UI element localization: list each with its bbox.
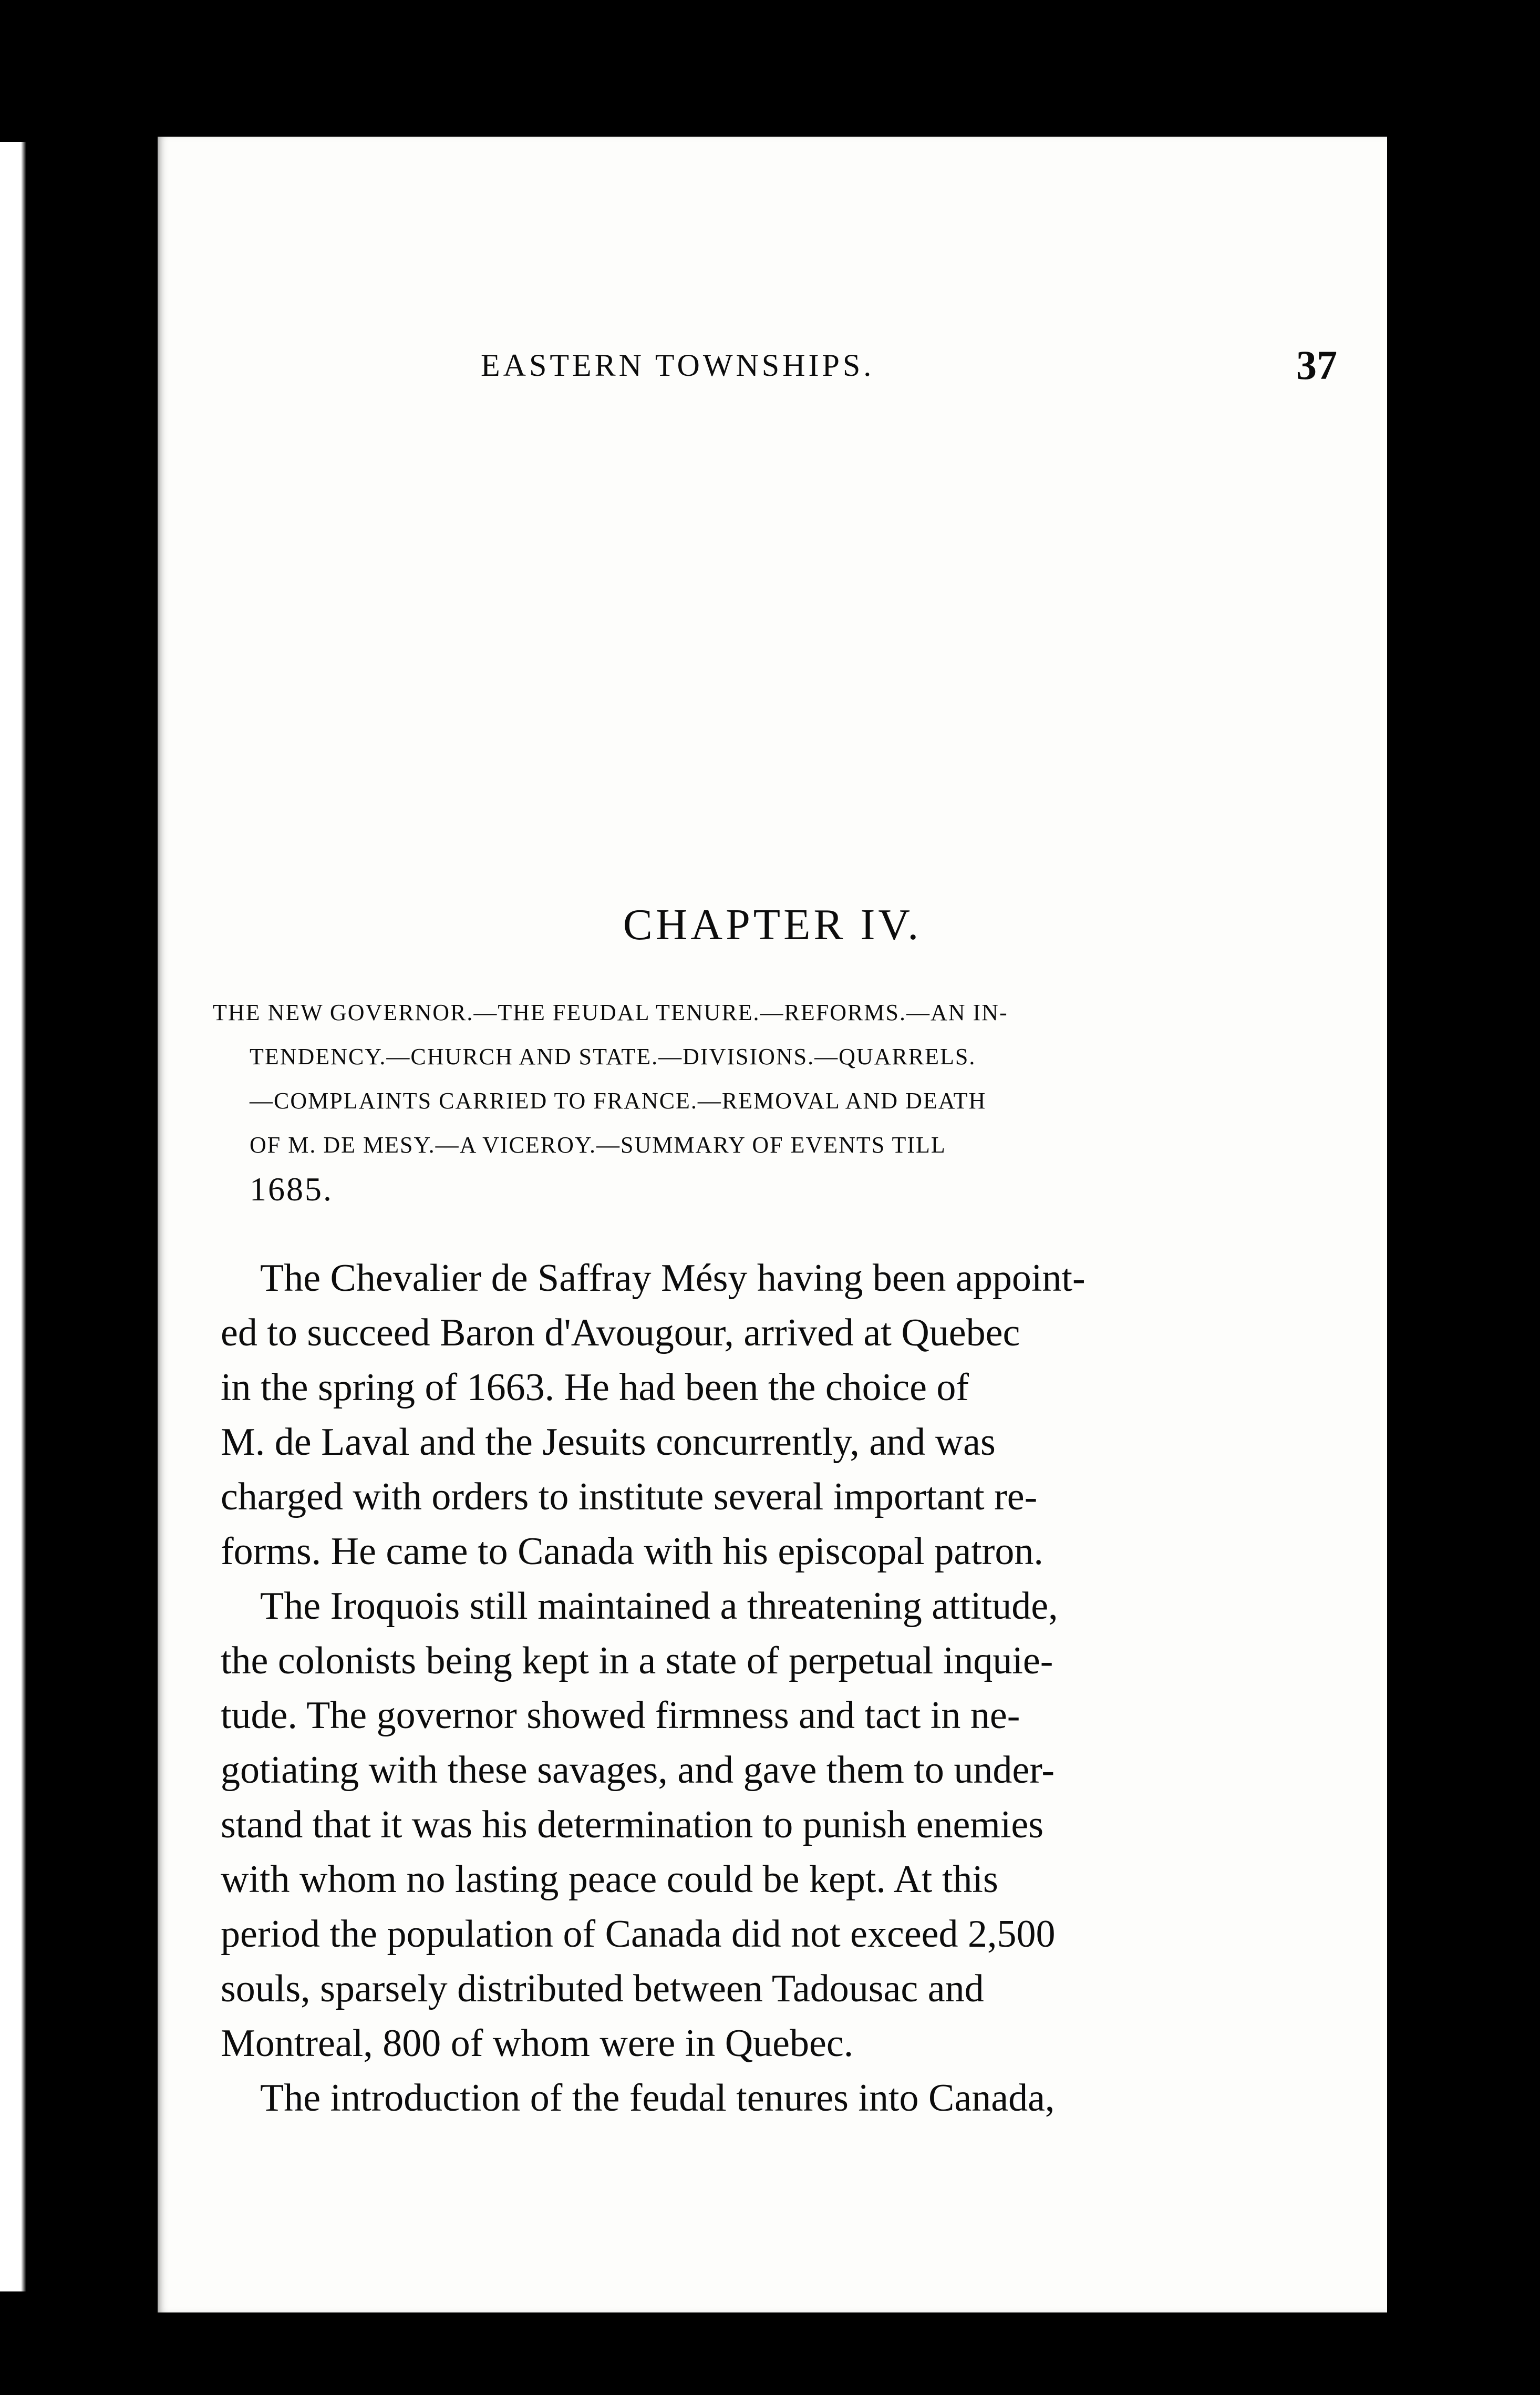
body-line: tude. The governor showed firmness and tact in ne- <box>221 1694 1020 1737</box>
body-line: stand that it was his determination to punish enemies <box>221 1803 1044 1846</box>
summary-line: 1685. <box>250 1170 333 1208</box>
body-line: Montreal, 800 of whom were in Quebec. <box>221 2022 854 2065</box>
body-line: forms. He came to Canada with his episcopal patron. <box>221 1530 1043 1573</box>
running-head <box>158 336 1387 394</box>
body-line: The Iroquois still maintained a threatening attitude, <box>260 1585 1058 1628</box>
chapter-title: CHAPTER IV. <box>623 900 922 949</box>
summary-line: TENDENCY.—CHURCH AND STATE.—DIVISIONS.—QUARRELS. <box>250 1044 976 1070</box>
body-line: with whom no lasting peace could be kept. At this <box>221 1858 998 1901</box>
body-line: The Chevalier de Saffray Mésy having been appoint- <box>260 1257 1086 1300</box>
summary-line: OF M. DE MESY.—A VICEROY.—SUMMARY OF EVENTS TILL <box>250 1132 946 1158</box>
chapter-summary <box>213 991 1348 1211</box>
body-line: period the population of Canada did not exceed 2,500 <box>221 1913 1056 1956</box>
page-number: 37 <box>1296 342 1337 388</box>
body-line: M. de Laval and the Jesuits concurrently, and was <box>221 1421 996 1464</box>
body-line: the colonists being kept in a state of perpetual inquie- <box>221 1639 1053 1682</box>
running-title: EASTERN TOWNSHIPS. <box>481 348 875 383</box>
book-page <box>158 137 1387 2312</box>
body-line: in the spring of 1663. He had been the choice of <box>221 1366 969 1409</box>
body-line: The introduction of the feudal tenures into Canada, <box>260 2077 1055 2120</box>
summary-line: THE NEW GOVERNOR.—THE FEUDAL TENURE.—REFORMS.—AN IN- <box>213 1000 1008 1025</box>
summary-line: —COMPLAINTS CARRIED TO FRANCE.—REMOVAL AND DEATH <box>250 1088 987 1114</box>
body-line: charged with orders to institute several important re- <box>221 1475 1038 1518</box>
body-line: gotiating with these savages, and gave them to under- <box>221 1749 1055 1792</box>
scan-left-edge <box>0 142 158 2291</box>
body-line: ed to succeed Baron d'Avougour, arrived at Quebec <box>221 1311 1020 1354</box>
body-text <box>221 1251 1356 2125</box>
body-line: souls, sparsely distributed between Tadousac and <box>221 1967 984 2010</box>
